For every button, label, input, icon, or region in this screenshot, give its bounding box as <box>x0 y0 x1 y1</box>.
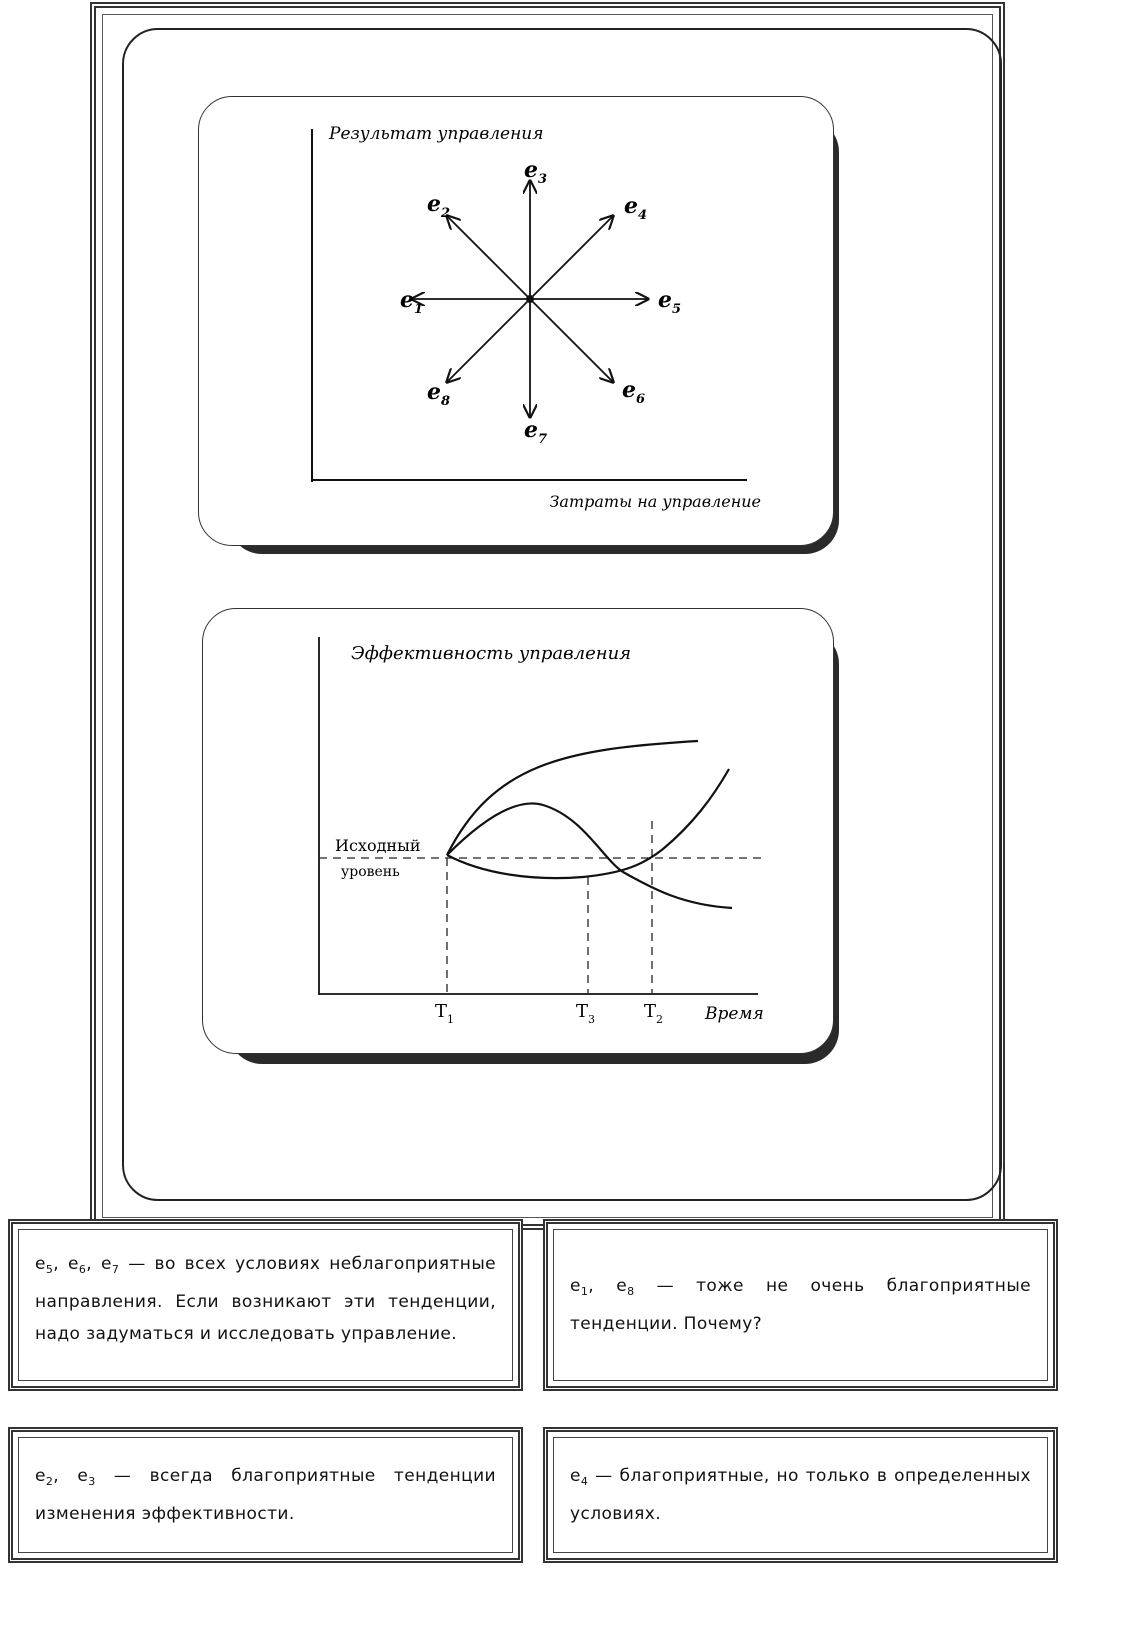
vector-e8-label: $e_8$ <box>427 379 451 409</box>
note-text: $e_4$ — благоприятные, но только в определенных условиях. <box>553 1437 1048 1553</box>
x-axis-label: Затраты на управление <box>549 492 761 511</box>
vector-e7-label: $e_7$ <box>524 417 548 447</box>
note-e5-e6-e7 <box>8 1219 523 1391</box>
vector-e5-label: $e_5$ <box>658 287 682 317</box>
vector-e1-label: $e_1$ <box>400 287 424 317</box>
note-e2-e3 <box>8 1427 523 1563</box>
y-axis-label: Результат управления <box>329 124 544 144</box>
svg-text:T2: $T_2$ <box>644 1001 664 1026</box>
curve-dip-rise <box>447 769 729 878</box>
y-axis-label: Эффективность управления <box>351 643 632 664</box>
tick-label-t1 <box>435 1001 454 1026</box>
vector-e6-label: $e_6$ <box>622 377 646 407</box>
vector-e2-arrow <box>447 216 530 299</box>
note-e1-e8 <box>543 1219 1058 1391</box>
vector-e4-label: $e_4$ <box>624 193 648 223</box>
vector-e6-arrow <box>530 299 613 382</box>
note-text: $e_2$, $e_3$ — всегда благоприятные тенденции изменения эффективности. <box>18 1437 513 1553</box>
baseline-label-2: уровень <box>341 864 400 880</box>
baseline-label-1: Исходный <box>335 836 421 855</box>
tick-label-t3 <box>576 1001 595 1026</box>
vector-e2-label: $e_2$ <box>427 191 451 221</box>
tick-label-t2 <box>644 1001 663 1026</box>
vector-e4-arrow <box>530 216 613 299</box>
note-text: $e_1$, $e_8$ — тоже не очень благоприятные тенденции. Почему? <box>553 1229 1048 1381</box>
vector-e8-arrow <box>447 299 530 382</box>
efficiency-chart-card <box>202 608 834 1054</box>
curve-hump <box>447 803 732 908</box>
svg-text:T1: $T_1$ <box>435 1001 455 1026</box>
note-text: $e_5$, $e_6$, $e_7$ — во всех условиях неблагоприятные направления. Если возникают эти тенденции, надо задуматься и исследовать управление. <box>18 1229 513 1381</box>
vector-e3-label: $e_3$ <box>524 157 548 187</box>
x-axis-label: Время <box>705 1004 764 1024</box>
svg-text:T3: $T_3$ <box>576 1001 596 1026</box>
vector-diagram <box>199 97 835 547</box>
note-e4 <box>543 1427 1058 1563</box>
efficiency-chart <box>203 609 835 1055</box>
vector-diagram-card <box>198 96 834 546</box>
curve-upper <box>447 741 698 855</box>
